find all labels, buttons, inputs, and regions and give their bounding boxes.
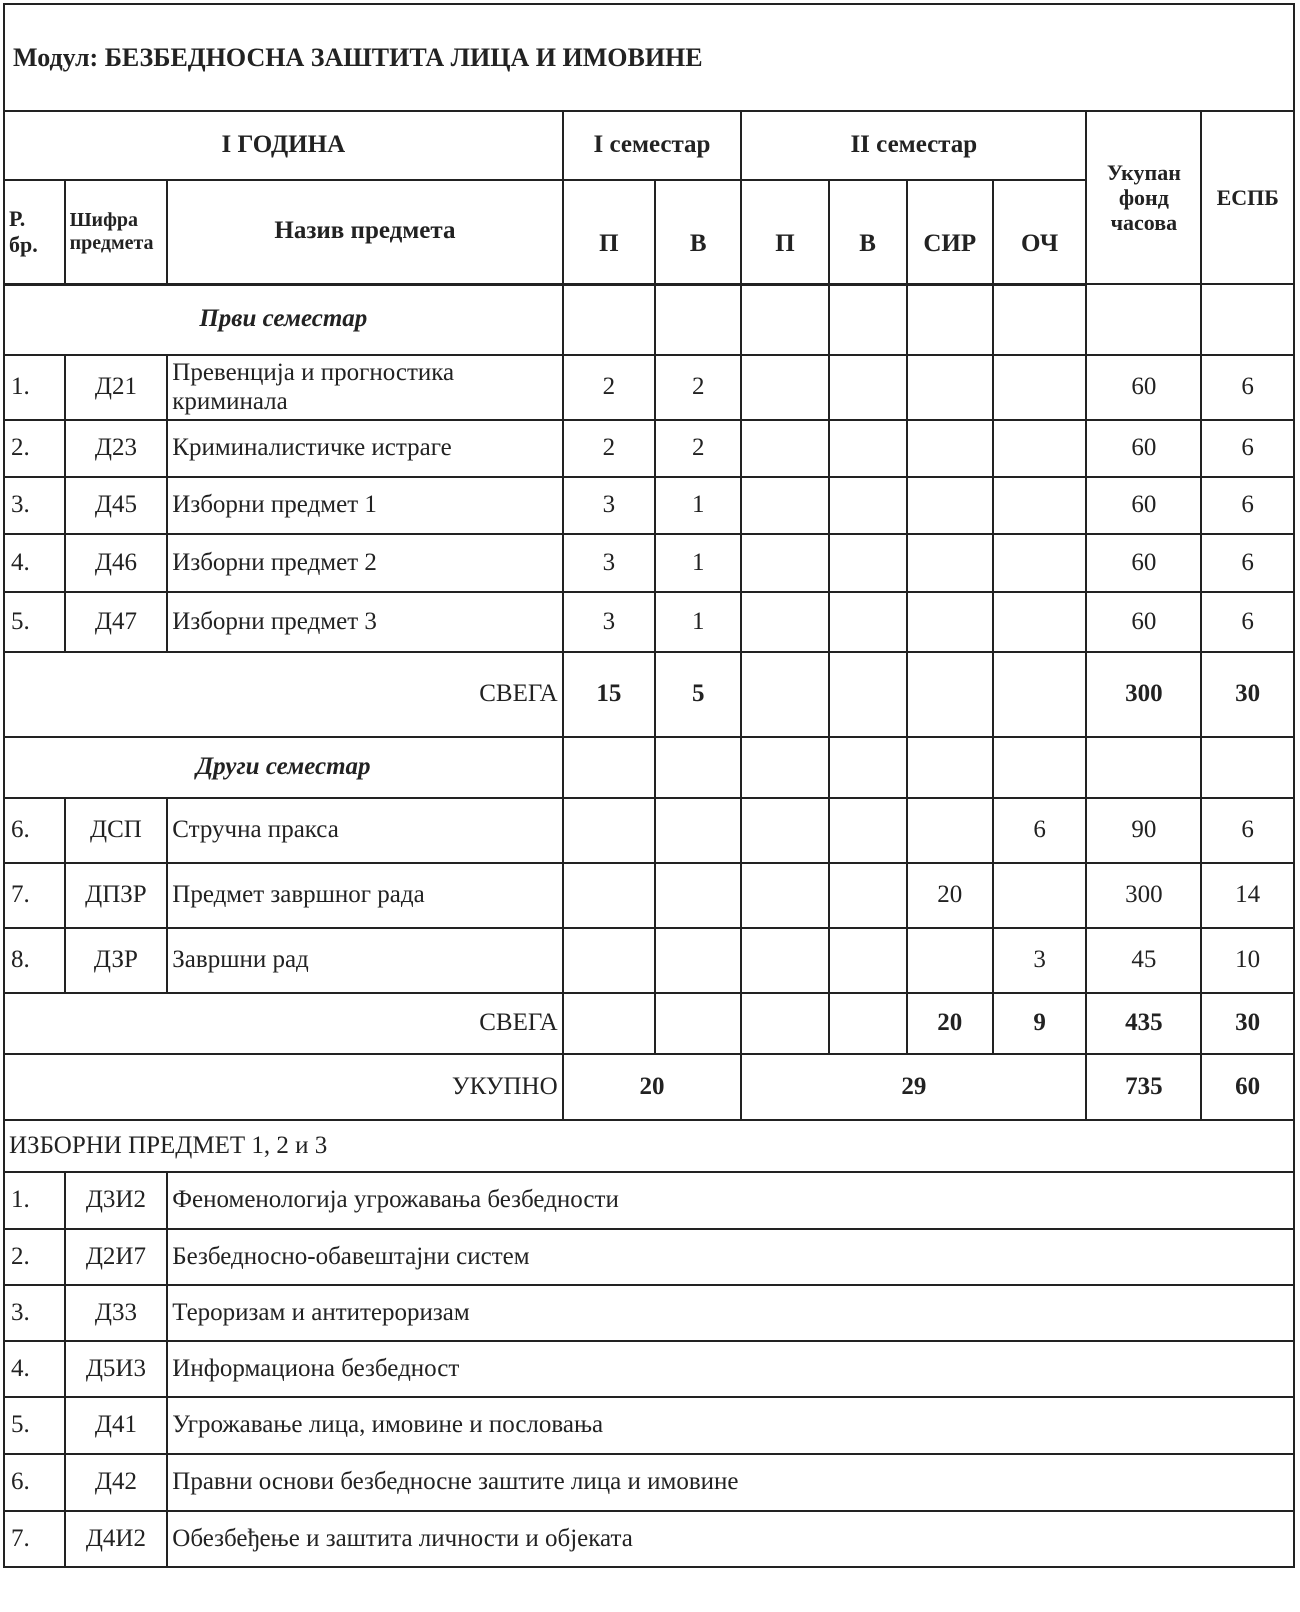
table-row: 4. Д46 Изборни предмет 2 3 1 60 6 bbox=[4, 534, 1294, 592]
table-row: 3. Д45 Изборни предмет 1 3 1 60 6 bbox=[4, 477, 1294, 534]
module-title: Модул: БЕЗБЕДНОСНА ЗАШТИТА ЛИЦА И ИМОВИНЕ bbox=[4, 4, 1294, 111]
sem2-header: II семестар bbox=[741, 111, 1086, 180]
grand-total-label: УКУПНО bbox=[4, 1054, 563, 1120]
table-row: 7. ДПЗР Предмет завршног рада 20 300 14 bbox=[4, 863, 1294, 928]
electives-title: ИЗБОРНИ ПРЕДМЕТ 1, 2 и 3 bbox=[4, 1120, 1294, 1172]
table-row: 8. ДЗР Завршни рад 3 45 10 bbox=[4, 928, 1294, 993]
table-row: 2. Д23 Криминалистичке истраге 2 2 60 6 bbox=[4, 420, 1294, 477]
semester1-sum-row: СВЕГА 15 5 300 30 bbox=[4, 652, 1294, 737]
list-item: 5. Д41 Угрожавање лица, имовине и пословања bbox=[4, 1397, 1294, 1454]
sum-label: СВЕГА bbox=[4, 993, 563, 1054]
list-item: 1. Д3И2 Феноменологија угрожавања безбедности bbox=[4, 1172, 1294, 1229]
list-item: 3. Д33 Тероризам и антитероризам bbox=[4, 1285, 1294, 1341]
list-item: 4. Д5И3 Информациона безбедност bbox=[4, 1341, 1294, 1397]
list-item: 6. Д42 Правни основи безбедносне заштите лица и имовине bbox=[4, 1454, 1294, 1511]
v1-header: В bbox=[655, 180, 741, 284]
semester2-label: Други семестар bbox=[4, 737, 563, 798]
semester2-sum-row: СВЕГА 20 9 435 30 bbox=[4, 993, 1294, 1054]
sem1-header: I семестар bbox=[563, 111, 742, 180]
name-header: Назив предмета bbox=[167, 180, 562, 284]
year-header: I ГОДИНА bbox=[4, 111, 563, 180]
table-row: 5. Д47 Изборни предмет 3 3 1 60 6 bbox=[4, 592, 1294, 652]
curriculum-table bbox=[3, 3, 1295, 1568]
ects-header: ЕСПБ bbox=[1201, 111, 1294, 284]
table-row: 6. ДСП Стручна пракса 6 90 6 bbox=[4, 798, 1294, 863]
code-header: Шифра предмета bbox=[65, 180, 168, 284]
rb-header: Р. бр. bbox=[4, 180, 65, 284]
p2-header: П bbox=[741, 180, 828, 284]
semester1-label: Први семестар bbox=[4, 284, 563, 355]
och-header: ОЧ bbox=[993, 180, 1086, 284]
list-item: 7. Д4И2 Обезбеђење и заштита личности и објеката bbox=[4, 1511, 1294, 1567]
sum-label: СВЕГА bbox=[4, 652, 563, 737]
list-item: 2. Д2И7 Безбедносно-обавештајни систем bbox=[4, 1229, 1294, 1285]
p1-header: П bbox=[563, 180, 655, 284]
total-hours-header: Укупан фонд часова bbox=[1086, 111, 1201, 284]
table-row: 1. Д21 Превенција и прогностика криминала 2 2 60 6 bbox=[4, 355, 1294, 420]
sir-header: СИР bbox=[907, 180, 993, 284]
v2-header: В bbox=[829, 180, 907, 284]
grand-total-row: УКУПНО 20 29 735 60 bbox=[4, 1054, 1294, 1120]
